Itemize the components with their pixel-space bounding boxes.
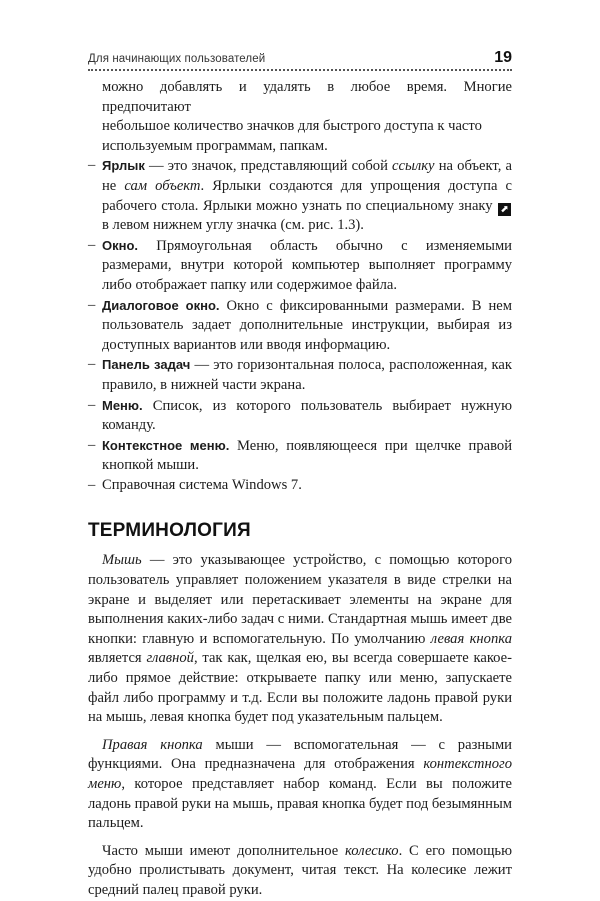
list-item-shortcut [88,156,512,235]
list-dash: – [88,356,96,373]
header-divider [88,69,512,71]
running-header-title: Для начинающих пользователей [88,53,266,65]
right-button-term: Правая кнопка [102,736,203,753]
term-dialog: Диалоговое окно. [102,297,220,313]
context-menu-term: контекстного меню [88,756,512,792]
list-dash: – [88,296,96,313]
list-item-dialog [88,296,512,356]
mouse-text-3: , так как, щелкая ею, вы всегда совершаете какое-либо прямое действие: открываете папку или меню, запускаете файл либо программу и т.д. Если вы положите ладонь правой руки на мышь, левая кнопка будет под указательным пальцем. [88,650,512,726]
shortcut-arrow-icon: ⬈ [498,203,511,216]
paragraph-mouse [88,551,512,727]
wheel-term: колесико [345,842,399,859]
left-button-term: левая кнопка [430,630,513,647]
shortcut-text-4: в левом нижнем углу значка (см. рис. 1.3). [102,217,364,234]
list-dash: – [88,476,96,493]
shortcut-text-1: — это значок, представляющий собой [144,158,393,175]
right-button-text-1: мыши — вспомогательная — с разными функциями. Она предназначена для отображения [88,736,512,773]
taskbar-definition: — это горизонтальная полоса, расположенная, как правило, в нижней части экрана. [102,357,512,393]
dialog-definition: Окно с фиксированными размерами. В нем пользователь задает дополнительные инструкции, выбирая из доступных вариантов или вводя информацию. [102,297,512,353]
intro-paragraph [88,78,512,156]
shortcut-italic-object: сам объект [124,177,201,194]
paragraph-right-button [88,736,512,834]
term-context-menu: Контекстное меню. [102,437,230,453]
running-header [88,49,512,71]
definition-list [88,156,512,495]
mouse-text-1: — это указывающее устройство, с помощью которого пользователь управляет положением указателя в виде стрелки на экране и выделяет или перетаскивает элементы на экране для выполнения каких-либо задач с ними. Стандартная мышь имеет две кнопки: главную и вспомогательную. По умолчанию [88,552,512,647]
list-dash: – [88,236,96,253]
intro-line-2: небольшое количество значков для быстрого доступа к часто [102,118,482,135]
shortcut-italic-link: ссылку [392,158,435,175]
list-dash: – [88,157,96,174]
term-window: Окно. [102,237,139,253]
list-item-context-menu [88,436,512,476]
wheel-text-2: . С его помощью удобно пролистывать документ, читая текст. На колесике лежит средний палец правой руки. [88,842,512,898]
help-text: Справочная система Windows 7. [102,476,302,493]
list-item-help [88,476,512,496]
primary-term: главной [146,650,194,667]
list-item-taskbar [88,355,512,395]
right-button-text-2: , которое представляет набор команд. Если вы положите ладонь правой руки на мышь, правая кнопка будет под безымянным пальцем. [88,776,512,832]
menu-definition: Список, из которого пользователь выбирает нужную команду. [102,397,512,434]
page-content [88,78,512,901]
shortcut-text-3: . Ярлыки создаются для упрощения доступа с рабочего стола. Ярлыки можно узнать по специальному знаку [102,177,513,214]
mouse-term: Мышь [102,552,142,569]
shortcut-text-2: на объект, а не [102,158,512,194]
context-menu-definition: Меню, появляющееся при щелчке правой кнопкой мыши. [102,437,512,474]
mouse-text-2: является [88,650,147,667]
section-heading-terminology: ТЕРМИНОЛОГИЯ [88,520,251,542]
window-definition: Прямоугольная область обычно с изменяемыми размерами, внутри которой компьютер выполняет программу либо отображает папку или содержимое файла. [102,237,512,293]
term-taskbar: Панель задач [102,357,191,373]
term-shortcut: Ярлык [102,158,145,174]
paragraph-wheel [88,842,512,901]
list-dash: – [88,396,96,413]
intro-line-3: используемым программам, папкам. [102,137,328,154]
list-item-menu [88,396,512,436]
list-item-window [88,236,512,296]
wheel-text-1: Часто мыши имеют дополнительное [102,842,346,859]
page-number: 19 [494,49,512,66]
intro-line-1: можно добавлять и удалять в любое время. Многие предпочитают [102,79,512,115]
list-dash: – [88,436,96,453]
term-menu: Меню. [102,397,143,413]
